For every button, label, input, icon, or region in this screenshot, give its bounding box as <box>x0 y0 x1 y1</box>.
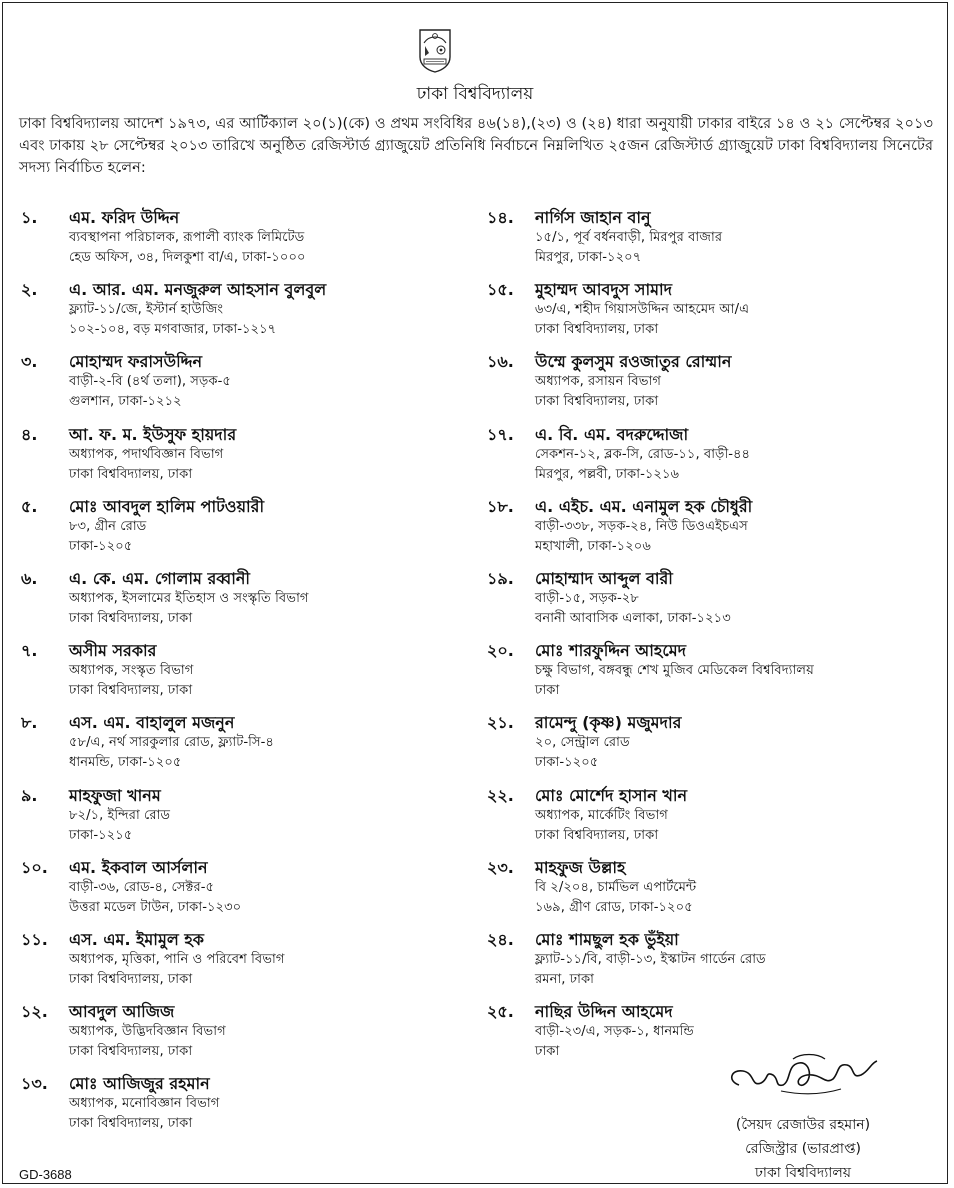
member-address-line: ঢাকা বিশ্ববিদ্যালয়, ঢাকা <box>69 1044 193 1060</box>
member-address-line: ৫৮/এ, নর্থ সারকুলার রোড, ফ্ল্যাট-সি-৪ <box>69 735 274 751</box>
member-name: মোঃ মোর্শেদ হাসান খান <box>535 785 688 805</box>
member-address-line: মহাখালী, ঢাকা-১২০৬ <box>535 538 651 554</box>
member-address-line: বনানী আবাসিক এলাকা, ঢাকা-১২১৩ <box>535 611 731 626</box>
ad-code: GD-3688 <box>19 1167 72 1182</box>
member-address-line: ব্যবস্থাপনা পরিচালক, রূপালী ব্যাংক লিমিটেড <box>69 230 305 245</box>
member-name: এস. এম. বাহালুল মজনুন <box>69 713 235 733</box>
member-name: মোঃ শারফুদ্দিন আহমেদ <box>535 641 687 661</box>
member-address-line: রমনা, ঢাকা <box>535 972 594 987</box>
member-number: ৪. <box>21 424 38 444</box>
member-address-line: বাড়ী-৩৩৮, সড়ক-২৪, নিউ ডিওএইচএস <box>535 518 748 534</box>
member-name: এ. বি. এম. বদরুদ্দোজা <box>535 424 689 444</box>
member-address-line: উত্তরা মডেল টাউন, ঢাকা-১২৩০ <box>69 899 242 915</box>
member-number: ২২. <box>487 785 514 805</box>
member-address-line: ৮৩, গ্রীন রোড <box>69 518 147 534</box>
member-number: ১২. <box>21 1002 48 1022</box>
member-name: এম. ফরিদ উদ্দিন <box>69 208 180 227</box>
member-entry <box>487 640 943 701</box>
member-name: মোঃ আবদুল হালিম পাটওয়ারী <box>69 496 265 516</box>
member-name: মুহাম্মদ আবদুস সামাদ <box>535 280 673 300</box>
member-address-line: ১৬৯, গ্রীণ রোড, ঢাকা-১২০৫ <box>535 899 693 915</box>
member-name: মাহফুজা খানম <box>69 785 161 805</box>
signatory-organization: ঢাকা বিশ্ববিদ্যালয় <box>754 1165 852 1181</box>
member-number: ১৩. <box>21 1074 48 1094</box>
member-number: ২৪. <box>487 930 514 949</box>
member-address-line: বাড়ী-৩৬, রোড-৪, সেক্টর-৫ <box>69 879 215 895</box>
member-number: ৭. <box>21 641 38 661</box>
member-name: মোহাম্মদ ফরাসউদ্দিন <box>69 352 203 372</box>
member-number: ১৫. <box>487 280 514 300</box>
member-entry <box>21 712 481 773</box>
member-address-line: ১০২-১০৪, বড় মগবাজার, ঢাকা-১২১৭ <box>69 322 277 338</box>
member-number: ৯. <box>21 785 38 805</box>
member-entry <box>487 351 943 412</box>
member-name: আ. ফ. ম. ইউসুফ হায়দার <box>69 424 237 444</box>
member-number: ১৬. <box>487 352 514 372</box>
member-name: এ. এইচ. এম. এনামুল হক চৌধুরী <box>535 496 753 516</box>
member-address-line: ঢাকা বিশ্ববিদ্যালয়, ঢাকা <box>535 322 659 338</box>
member-address-line: ঢাকা <box>535 1044 560 1060</box>
member-address-line: ঢাকা বিশ্ববিদ্যালয়, ঢাকা <box>535 394 659 410</box>
member-address-line: অধ্যাপক, ইসলামের ইতিহাস ও সংস্কৃতি বিভাগ <box>69 591 309 606</box>
member-address-line: ফ্ল্যাট-১১/জে, ইস্টার্ন হাউজিং <box>69 302 224 318</box>
member-address-line: ৮২/১, ইন্দিরা রোড <box>69 807 171 823</box>
member-address-line: বাড়ী-২৩/এ, সড়ক-১, ধানমন্ডি <box>535 1024 694 1040</box>
member-number: ১৯. <box>487 569 514 588</box>
signature-block <box>693 1113 913 1185</box>
member-number: ১৭. <box>487 424 514 444</box>
member-name: এ. কে. এম. গোলাম রব্বানী <box>69 569 250 588</box>
registrar-signature <box>721 1051 881 1103</box>
member-address-line: ২০, সেন্ট্রাল রোড <box>535 735 630 751</box>
member-address-line: বাড়ী-২-বি (৪র্থ তলা), সড়ক-৫ <box>69 374 231 390</box>
member-address-line: ধানমন্ডি, ঢাকা-১২০৫ <box>69 755 182 771</box>
member-address-line: অধ্যাপক, রসায়ন বিভাগ <box>535 374 662 390</box>
member-entry <box>487 857 943 918</box>
member-address-line: হেড অফিস, ৩৪, দিলকুশা বা/এ, ঢাকা-১০০০ <box>69 250 306 265</box>
member-number: ২১. <box>487 713 514 733</box>
member-address-line: অধ্যাপক, মার্কেটিং বিভাগ <box>535 807 668 823</box>
member-entry <box>487 279 943 340</box>
member-entry <box>21 351 481 412</box>
member-number: ৬. <box>21 569 38 588</box>
member-number: ১. <box>21 208 38 227</box>
intro-paragraph: ঢাকা বিশ্ববিদ্যালয় আদেশ ১৯৭৩, এর আর্টিক্যাল ২০(১)(কে) ও প্রথম সংবিধির ৪৬(১৪),(২৩) ও (২৪) ধারা অনুযায়ী ঢাকার বাইরে ১৪ ও ২১ সেপ্টেম্বর ২০১৩ এবং ঢাকায় ২৮ সেপ্টেম্বর ২০১৩ তারিখে অনুষ্ঠিত রেজিস্টার্ড গ্র্যাজুয়েট প্রতিনিধি নির্বাচনে নিম্নলিখিত ২৫জন রেজিস্টার্ড গ্র্যাজুয়েট ঢাকা বিশ্ববিদ্যালয় সিনেটের সদস্য নির্বাচিত হলেন: <box>19 115 933 176</box>
member-entry <box>21 857 481 918</box>
member-name: মাহফুজ উল্লাহ <box>535 857 626 877</box>
member-name: মোহাম্মাদ আব্দুল বারী <box>535 569 673 588</box>
member-entry <box>487 207 943 268</box>
member-address-line: বি ২/২০৪, চার্মভিল এপার্টমেন্ট <box>535 879 697 895</box>
member-entry <box>487 568 943 629</box>
member-name: মোঃ শামছুল হক ভুঁইয়া <box>535 930 679 949</box>
member-address-line: অধ্যাপক, পদার্থবিজ্ঞান বিভাগ <box>69 446 224 462</box>
member-number: ৫. <box>21 496 38 516</box>
member-number: ২. <box>21 280 38 300</box>
member-address-line: ঢাকা-১২০৫ <box>69 538 133 554</box>
member-entry <box>487 424 943 485</box>
member-name: রামেন্দু (কৃষ্ণ) মজুমদার <box>535 713 682 733</box>
member-name: আবদুল আজিজ <box>69 1002 175 1022</box>
member-number: ১১. <box>21 930 48 949</box>
member-address-line: ঢাকা বিশ্ববিদ্যালয়, ঢাকা <box>535 827 659 843</box>
member-entry <box>21 1073 481 1134</box>
member-entry <box>21 279 481 340</box>
member-number: ৮. <box>21 713 38 733</box>
member-entry <box>21 207 481 268</box>
member-name: এ. আর. এম. মনজুরুল আহসান বুলবুল <box>69 280 327 300</box>
member-number: ১৮. <box>487 496 514 516</box>
member-address-line: ঢাকা বিশ্ববিদ্যালয়, ঢাকা <box>69 466 193 482</box>
member-address-line: অধ্যাপক, উদ্ভিদবিজ্ঞান বিভাগ <box>69 1024 226 1040</box>
member-address-line: ঢাকা-১২১৫ <box>69 827 133 843</box>
member-address-line: ফ্ল্যাট-১১/বি, বাড়ী-১৩, ইস্কাটন গার্ডেন রোড <box>535 952 766 967</box>
member-entry <box>21 1001 481 1062</box>
member-address-line: ৬৩/এ, শহীদ গিয়াসউদ্দিন আহমেদ আ/এ <box>535 302 750 318</box>
member-number: ১৪. <box>487 208 514 227</box>
member-number: ২০. <box>487 641 514 661</box>
member-address-line: অধ্যাপক, মৃত্তিকা, পানি ও পরিবেশ বিভাগ <box>69 952 285 967</box>
member-name: মোঃ আজিজুর রহমান <box>69 1074 210 1094</box>
member-name: অসীম সরকার <box>69 641 157 661</box>
member-entry <box>21 785 481 846</box>
member-entry <box>487 496 943 557</box>
member-address-line: গুলশান, ঢাকা-১২১২ <box>69 394 182 410</box>
member-address-line: ঢাকা বিশ্ববিদ্যালয়, ঢাকা <box>69 611 193 626</box>
member-number: ২৫. <box>487 1002 514 1022</box>
university-logo <box>417 27 453 73</box>
member-name: এস. এম. ইমামুল হক <box>69 930 204 949</box>
member-entry <box>21 929 481 990</box>
member-entry <box>21 568 481 629</box>
signatory-title: রেজিস্ট্রার (ভারপ্রাপ্ত) <box>745 1141 861 1157</box>
member-address-line: ১৫/১, পূর্ব বর্ধনবাড়ী, মিরপুর বাজার <box>535 230 723 245</box>
member-address-line: মিরপুর, ঢাকা-১২০৭ <box>535 250 642 265</box>
member-number: ১০. <box>21 857 48 877</box>
member-entry <box>21 496 481 557</box>
member-entry <box>487 712 943 773</box>
member-address-line: ঢাকা-১২০৫ <box>535 755 599 771</box>
page-title: ঢাকা বিশ্ববিদ্যালয় <box>416 84 534 104</box>
member-name: এম. ইকবাল আর্সলান <box>69 857 208 877</box>
member-address-line: বাড়ী-১৫, সড়ক-২৮ <box>535 591 639 606</box>
member-address-line: মিরপুর, পল্লবী, ঢাকা-১২১৬ <box>535 466 680 482</box>
member-address-line: ঢাকা বিশ্ববিদ্যালয়, ঢাকা <box>69 972 193 987</box>
member-entry <box>487 785 943 846</box>
member-address-line: ঢাকা বিশ্ববিদ্যালয়, ঢাকা <box>69 1116 193 1132</box>
member-name: নার্গিস জাহান বানু <box>535 208 651 227</box>
notice-page <box>2 2 948 1184</box>
signatory-name: (সৈয়দ রেজাউর রহমান) <box>735 1117 871 1133</box>
member-address-line: ঢাকা <box>535 683 560 699</box>
member-address-line: সেকশন-১২, ব্লক-সি, রোড-১১, বাড়ী-৪৪ <box>535 446 751 462</box>
member-name: উম্মে কুলসুম রওজাতুর রোম্মান <box>535 352 732 372</box>
member-address-line: ঢাকা বিশ্ববিদ্যালয়, ঢাকা <box>69 683 193 699</box>
member-entry <box>21 640 481 701</box>
member-number: ৩. <box>21 352 38 372</box>
member-address-line: অধ্যাপক, সংস্কৃত বিভাগ <box>69 663 194 679</box>
member-number: ২৩. <box>487 857 514 877</box>
member-entry <box>487 929 943 990</box>
member-address-line: চক্ষু বিভাগ, বঙ্গবন্ধু শেখ মুজিব মেডিকেল বিশ্ববিদ্যালয় <box>535 663 814 679</box>
member-address-line: অধ্যাপক, মনোবিজ্ঞান বিভাগ <box>69 1096 220 1112</box>
member-entry <box>21 424 481 485</box>
member-name: নাছির উদ্দিন আহমেদ <box>535 1002 673 1022</box>
